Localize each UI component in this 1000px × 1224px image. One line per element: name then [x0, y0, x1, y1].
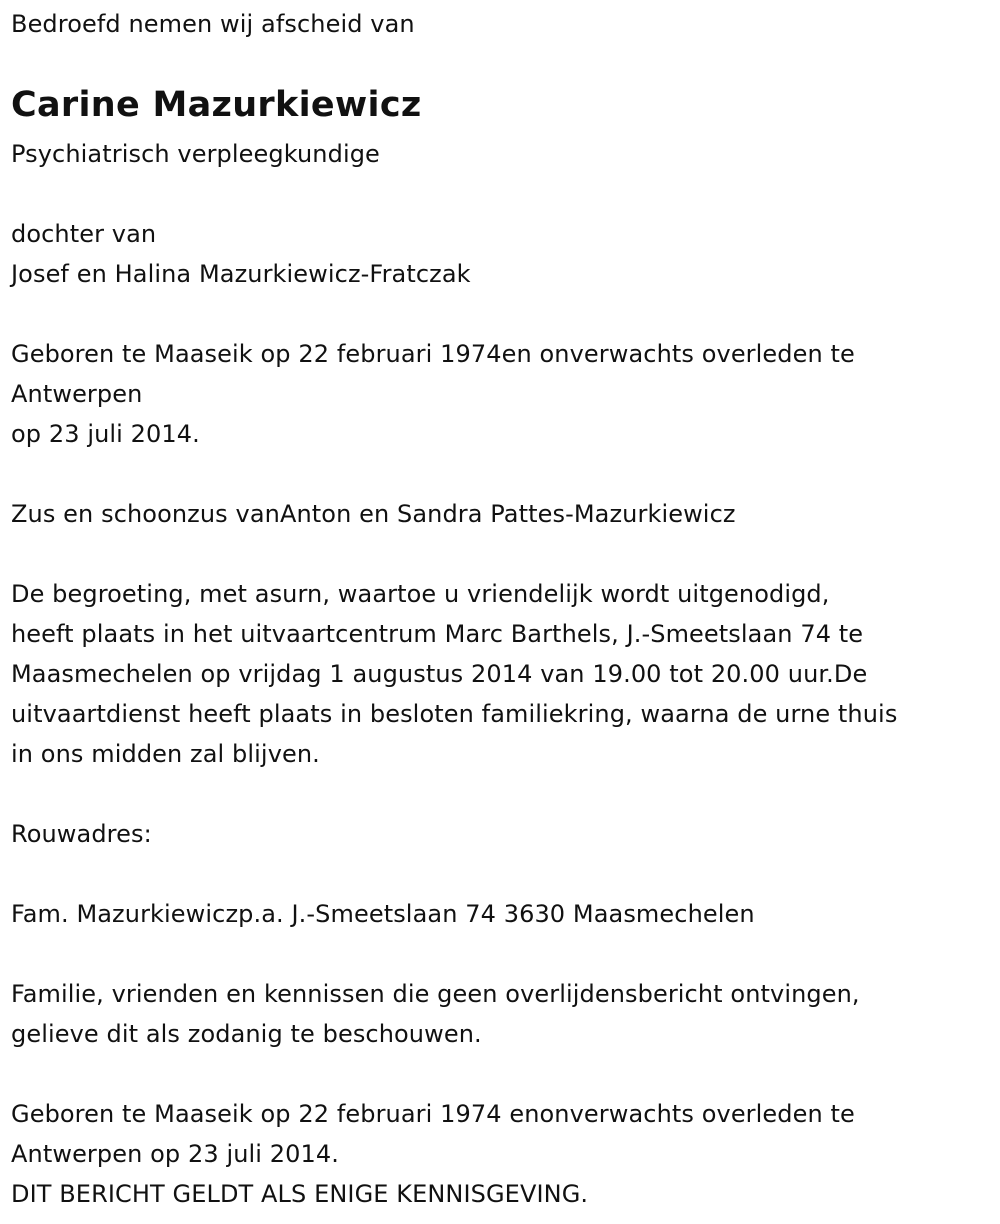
intro-text: Bedroefd nemen wij afscheid van: [11, 10, 415, 38]
birth-death-line-1: Geboren te Maaseik op 22 februari 1974en onverwachts overleden te: [11, 340, 855, 368]
greeting-line-1: De begroeting, met asurn, waartoe u vriendelijk wordt uitgenodigd,: [11, 580, 830, 608]
profession-text: Psychiatrisch verpleegkundige: [11, 140, 380, 168]
mourning-address: Fam. Mazurkiewiczp.a. J.-Smeetslaan 74 3630 Maasmechelen: [11, 900, 755, 928]
notice-line-1: Familie, vrienden en kennissen die geen overlijdensbericht ontvingen,: [11, 980, 860, 1008]
birth-death-line-2: Antwerpen: [11, 380, 143, 408]
birth-death-repeat-line-2: Antwerpen op 23 juli 2014.: [11, 1140, 340, 1168]
mourning-address-label: Rouwadres:: [11, 820, 152, 848]
birth-death-repeat-line-1: Geboren te Maaseik op 22 februari 1974 enonverwachts overleden te: [11, 1100, 855, 1128]
closing-notice: DIT BERICHT GELDT ALS ENIGE KENNISGEVING.: [11, 1180, 589, 1208]
greeting-line-3: Maasmechelen op vrijdag 1 augustus 2014 van 19.00 tot 20.00 uur.De: [11, 660, 868, 688]
greeting-line-2: heeft plaats in het uitvaartcentrum Marc Barthels, J.-Smeetslaan 74 te: [11, 620, 864, 648]
sibling-text: Zus en schoonzus vanAnton en Sandra Pattes-Mazurkiewicz: [11, 500, 736, 528]
greeting-line-5: in ons midden zal blijven.: [11, 740, 320, 768]
daughter-of-label: dochter van: [11, 220, 157, 248]
parents-text: Josef en Halina Mazurkiewicz-Fratczak: [11, 260, 471, 288]
greeting-line-4: uitvaartdienst heeft plaats in besloten familiekring, waarna de urne thuis: [11, 700, 898, 728]
birth-death-line-3: op 23 juli 2014.: [11, 420, 200, 448]
deceased-name: Carine Mazurkiewicz: [11, 85, 422, 125]
notice-line-2: gelieve dit als zodanig te beschouwen.: [11, 1020, 482, 1048]
